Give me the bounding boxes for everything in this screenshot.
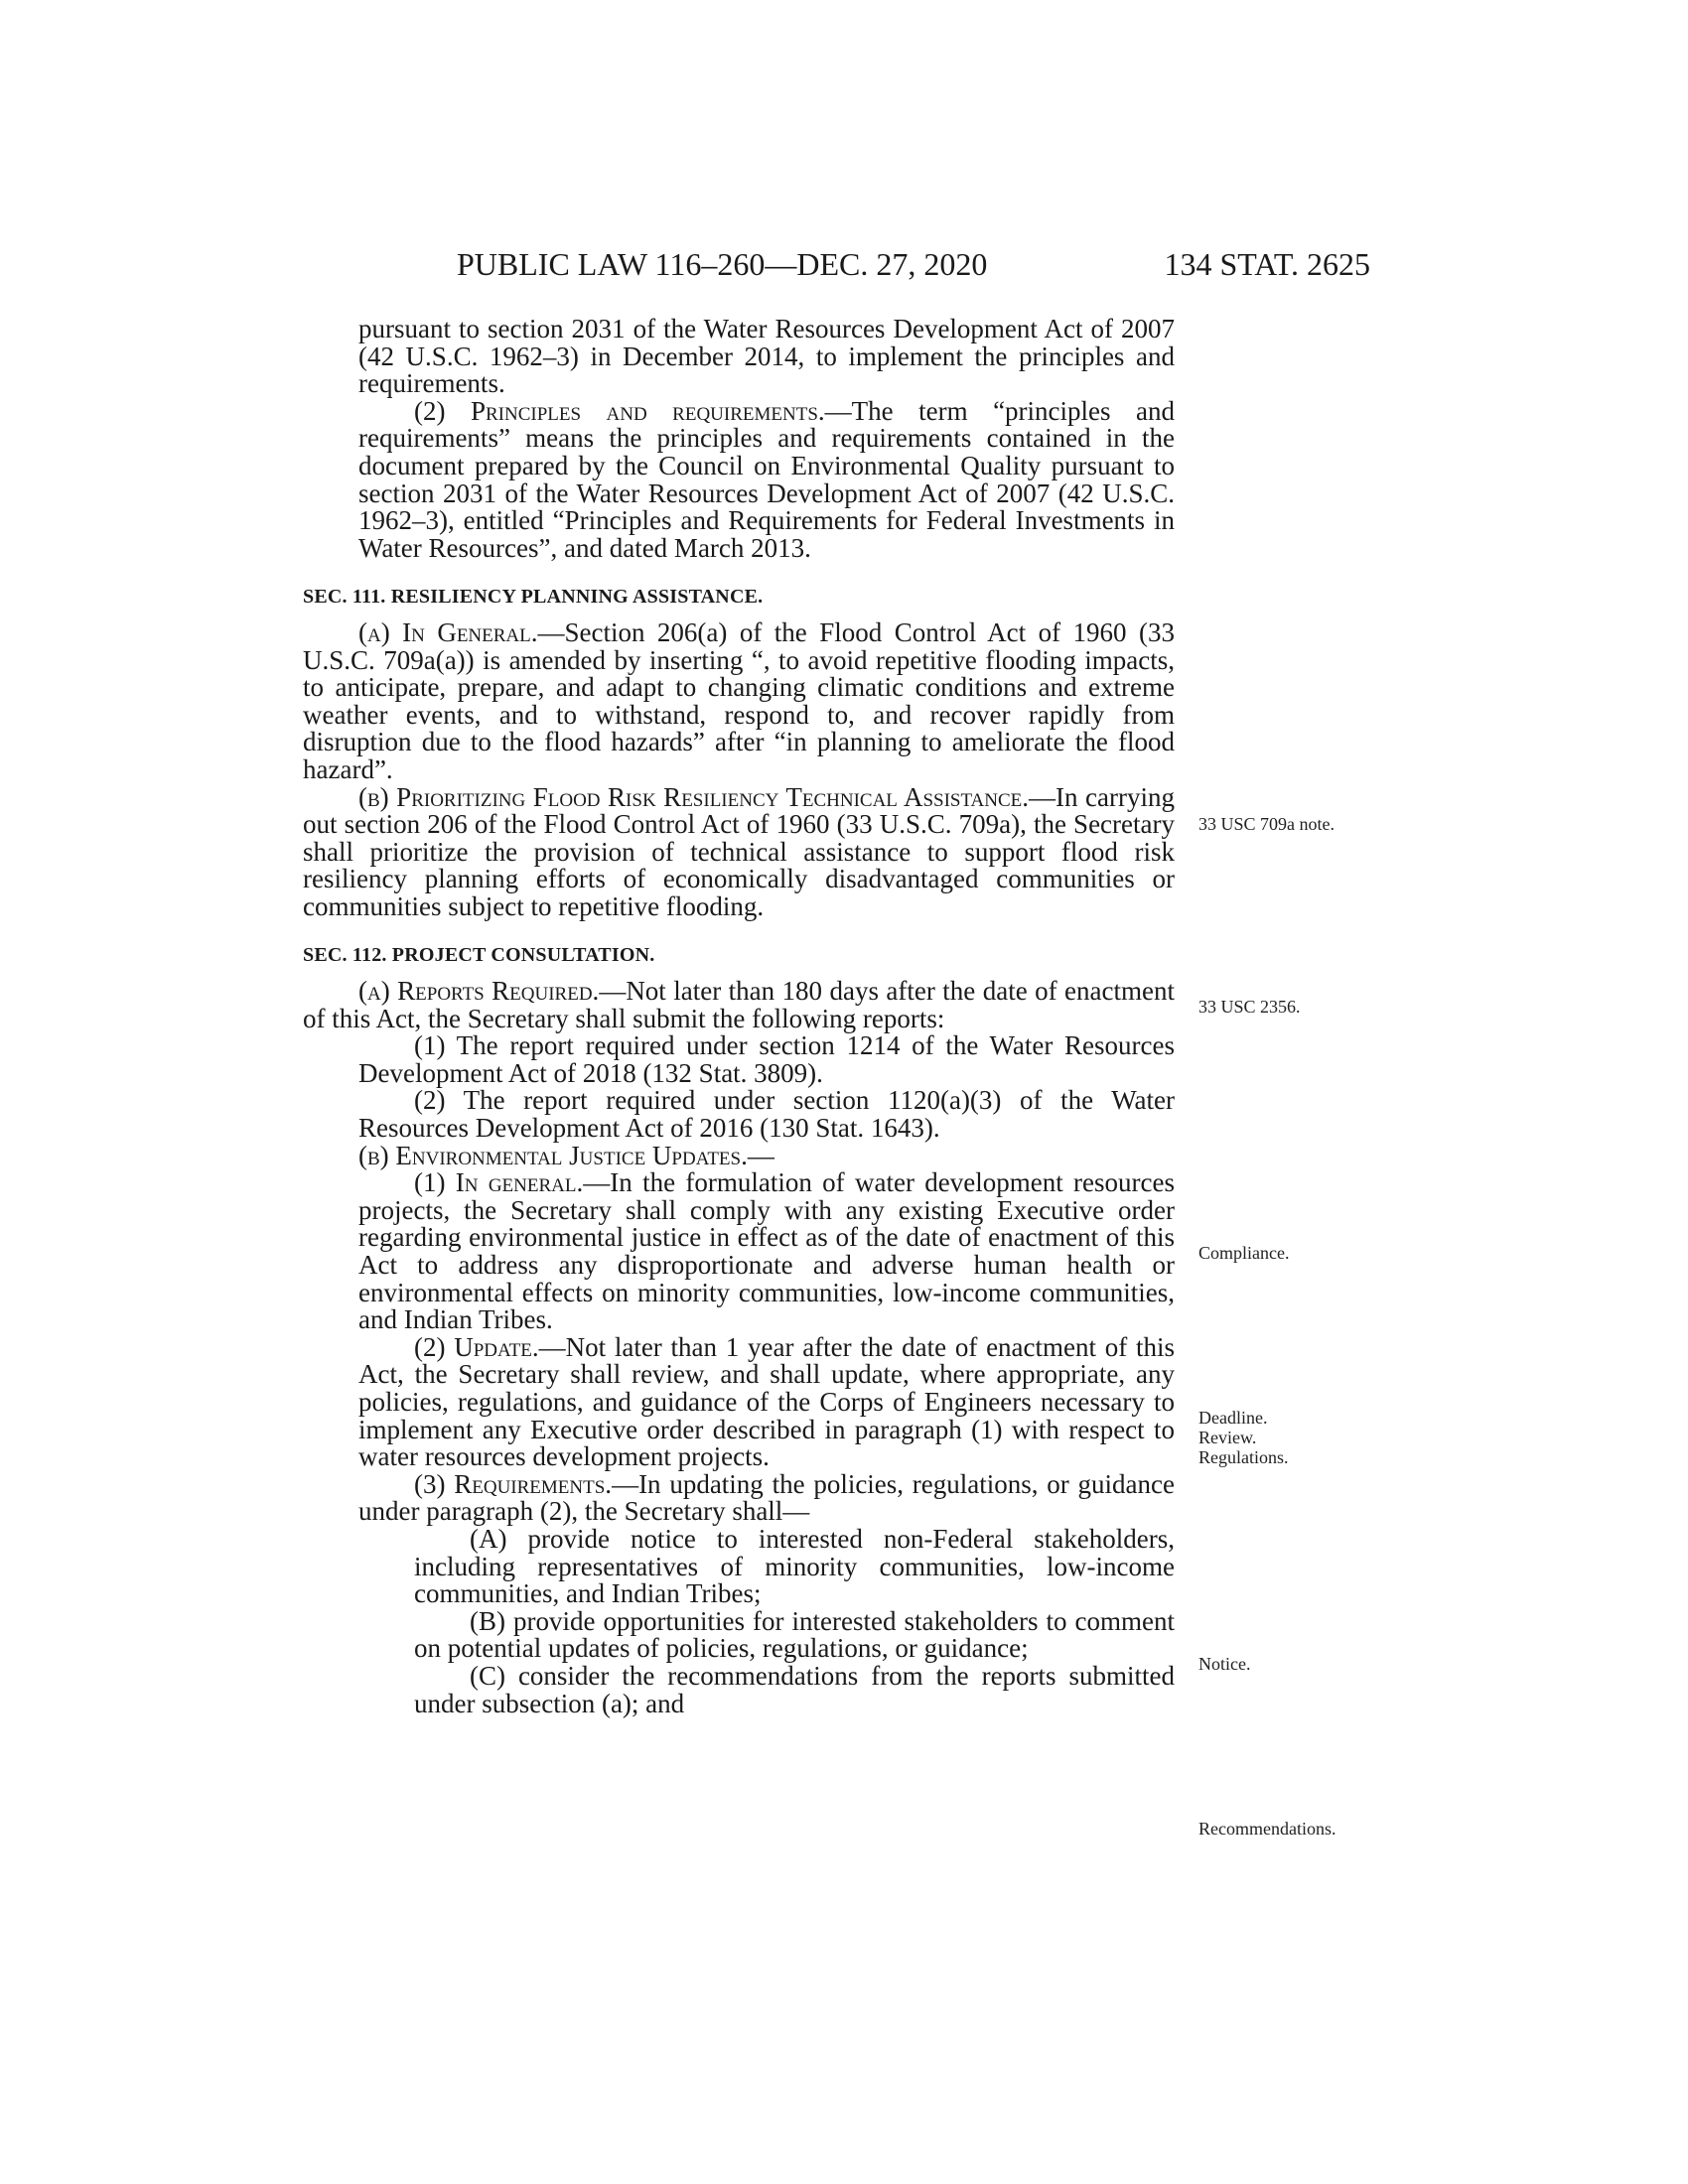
- section-111-heading: SEC. 111. RESILIENCY PLANNING ASSISTANCE.: [303, 586, 764, 609]
- subparagraph-B: (B) provide opportunities for interested stakeholders to comment on potential updates of policies, regulations, or guidance;: [414, 1605, 1175, 1664]
- paragraph-112b3: [303, 1468, 1176, 1527]
- paragraph-continuation: pursuant to section 2031 of the Water Resources Development Act of 2007 (42 U.S.C. 1962–3) in December 2014, to implement the principles and requirements.: [358, 314, 1175, 399]
- subsection-112a: [303, 978, 1175, 1032]
- subsection-111b: [303, 781, 1175, 921]
- paragraph-principles-requirements: [303, 395, 1175, 563]
- section-112-heading: SEC. 112. PROJECT CONSULTATION.: [303, 944, 655, 967]
- page-header: [457, 244, 1370, 284]
- public-law-title: PUBLIC LAW 116–260—DEC. 27, 2020: [457, 246, 988, 282]
- paragraph-text: —Not later than 1 year after the date of enactment of this Act, the Secretary shall review, and shall update, where appropriate, any policies, regulations, and guidance of the Corps of Engineers necessary to implement any Executive order described in paragraph (1) with respect to water resources development projects.: [358, 1331, 1175, 1472]
- paragraph-112a2: (2) The report required under section 1120(a)(3) of the Water Resources Development Act of 2016 (130 Stat. 1643).: [358, 1085, 1175, 1144]
- paragraph-heading: (b) Environmental Justice Updates.: [358, 1140, 748, 1170]
- margin-note-usc-709a: 33 USC 709a note.: [1198, 814, 1335, 834]
- document-body: [303, 316, 1175, 1717]
- margin-note-recommendations: Recommendations.: [1198, 1819, 1336, 1839]
- margin-note-deadline: Deadline. Review. Regulations.: [1198, 1408, 1289, 1467]
- paragraph-text: —: [747, 1140, 774, 1170]
- margin-note-compliance: Compliance.: [1198, 1243, 1290, 1263]
- paragraph-text: —In updating the policies, regulations, or guidance under paragraph (2), the Secretary shall—: [358, 1468, 1176, 1527]
- paragraph-heading: (2) Principles and requirements.: [414, 395, 825, 426]
- paragraph-text: —The term “principles and requirements” means the principles and requirements contained in the document prepared by the Council on Environmental Quality pursuant to section 2031 of the Water Resources Development Act of 2007 (42 U.S.C. 1962–3), entitled “Principles and Requirements for Federal Investments in Water Resources”, and dated March 2013.: [358, 395, 1175, 563]
- paragraph-text: —In carrying out section 206 of the Flood Control Act of 1960 (33 U.S.C. 709a), the Secretary shall prioritize the provision of technical assistance to support flood risk resiliency planning efforts of economically disadvantaged communities or communities subject to repetitive flooding.: [303, 781, 1175, 921]
- paragraph-112a1: (1) The report required under section 1214 of the Water Resources Development Act of 2018 (132 Stat. 3809).: [358, 1030, 1175, 1088]
- subsection-112b: [303, 1140, 1175, 1170]
- subparagraph-A: (A) provide notice to interested non-Federal stakeholders, including representatives of minority communities, low-income communities, and Indian Tribes;: [414, 1523, 1175, 1609]
- margin-note-usc-2356: 33 USC 2356.: [1198, 997, 1301, 1017]
- subsection-111a: [303, 616, 1175, 784]
- paragraph-heading: (1) In general.: [414, 1167, 584, 1198]
- paragraph-text: —In the formulation of water development resources projects, the Secretary shall comply with any existing Executive order regarding environmental justice in effect as of the date of enactment of this Act to address any disproportionate and adverse human health or environmental effects on minority communities, low-income communities, and Indian Tribes.: [358, 1167, 1175, 1335]
- paragraph-112b2: [303, 1331, 1175, 1472]
- paragraph-112b1: [303, 1169, 1175, 1334]
- statute-page-number: 134 STAT. 2625: [1164, 246, 1370, 282]
- paragraph-heading: (a) In General.: [358, 616, 538, 647]
- paragraph-text: —Section 206(a) of the Flood Control Act of 1960 (33 U.S.C. 709a(a)) is amended by inserting “, to avoid repetitive flooding impacts, to anticipate, prepare, and adapt to changing climatic conditions and extreme weather events, and to withstand, respond to, and recover rapidly from disruption due to the flood hazards” after “in planning to ameliorate the flood hazard”.: [303, 616, 1175, 784]
- subparagraph-C: (C) consider the recommendations from the reports submitted under subsection (a); and: [414, 1660, 1175, 1718]
- margin-note-notice: Notice.: [1198, 1654, 1251, 1674]
- paragraph-text: —Not later than 180 days after the date of enactment of this Act, the Secretary shall submit the following reports:: [303, 976, 1175, 1033]
- paragraph-heading: (2) Update.: [414, 1331, 539, 1362]
- paragraph-heading: (a) Reports Required.: [358, 976, 600, 1007]
- paragraph-heading: (b) Prioritizing Flood Risk Resiliency Technical Assistance.: [358, 781, 1030, 812]
- paragraph-heading: (3) Requirements.: [414, 1468, 613, 1499]
